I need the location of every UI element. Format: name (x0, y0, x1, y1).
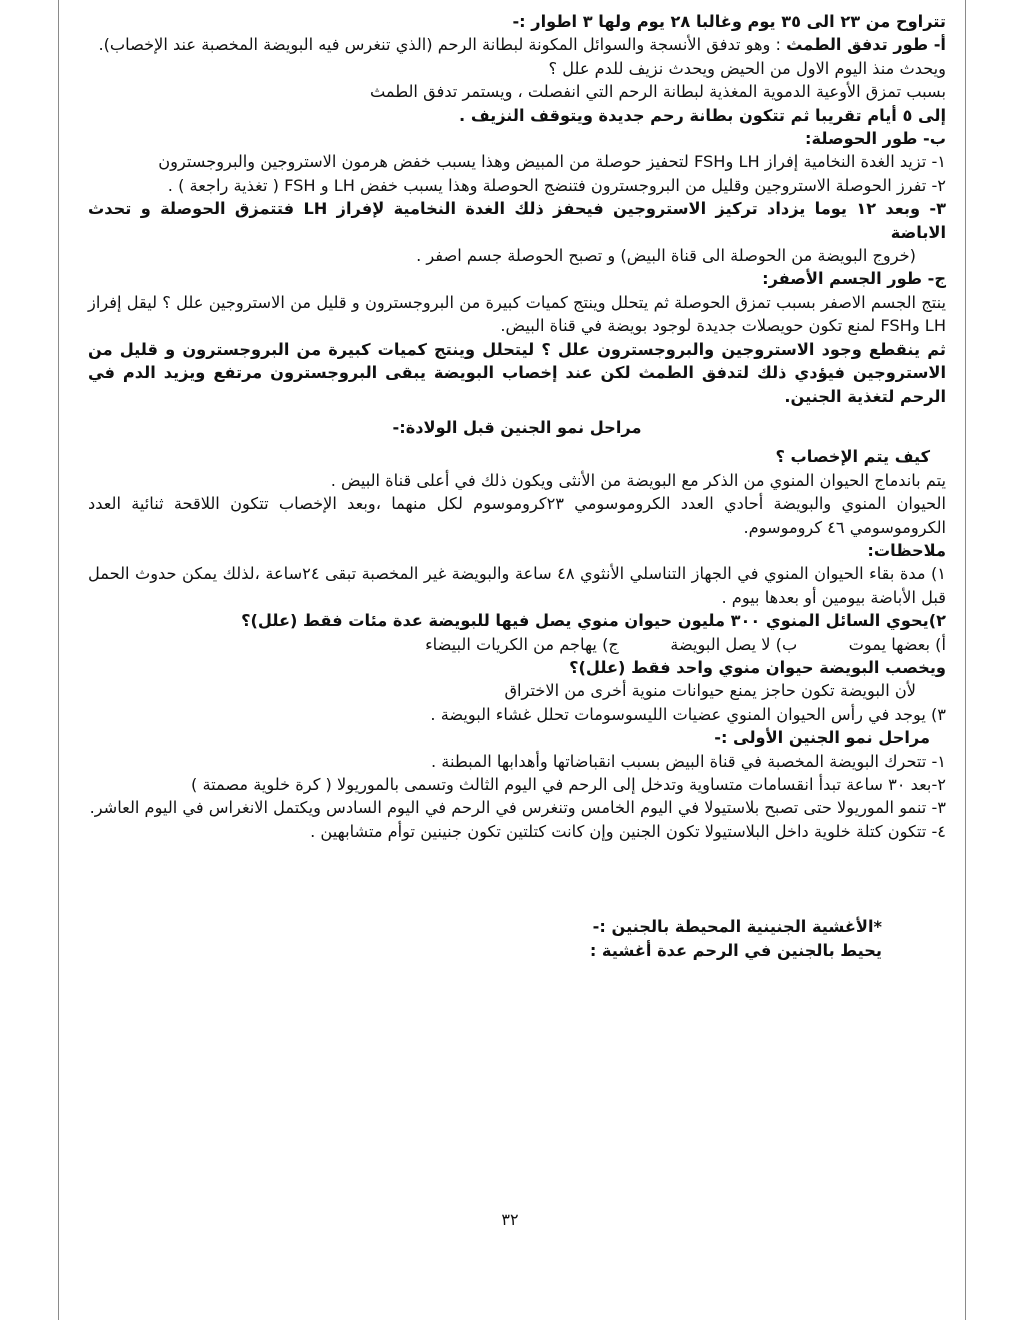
note-item: ١) مدة بقاء الحيوان المنوي في الجهاز التناسلي الأنثوي ٤٨ ساعة والبويضة غير المخصبة تبقى ٢٤ساعة ،لذلك يمكن حدوث الحمل قبل الأباضة بيومين أو بعدها بيوم . (88, 564, 946, 607)
paragraph: الحيوان المنوي والبويضة أحادي العدد الكروموسومي ٢٣كروموسوم لكل منهما ،وبعد الإخصاب تتكون اللاقحة ثنائية العدد الكروموسومي ٤٦ كروموسوم. (88, 494, 946, 537)
corpus-luteum-heading: ج- طور الجسم الأصفر: (762, 269, 946, 289)
menstrual-phase-text: : وهو تدفق الأنسجة والسوائل المكونة لبطانة الرحم (الذي تنغرس فيه البويضة المخصبة عند الإخصاب). (98, 35, 781, 55)
intro-line: تتراوح من ٢٣ الى ٣٥ يوم وغالبا ٢٨ يوم ولها ٣ اطوار :- (512, 12, 946, 31)
text-line: ويحدث منذ اليوم الاول من الحيض ويحدث نزيف للدم علل ؟ (548, 58, 946, 78)
list-item: ١- تزيد الغدة النخامية إفراز LH وFSH لتحفيز حوصلة من المبيض وهذا يسبب خفض هرمون الاستروجين والبروجسترون (158, 152, 946, 172)
paragraph: ينتج الجسم الاصفر بسبب تمزق الحوصلة ثم يتحلل وينتج كميات كبيرة من البروجسترون و قليل من الاستروجين علل ؟ ليقل إفراز LH وFSH لمنع تكون حويصلات جديدة لوجود بويضة في قناة البيض. (88, 292, 946, 336)
menstrual-phase-paragraph (88, 33, 946, 56)
list-item: ٣- تنمو الموريولا حتى تصبح بلاستيولا في اليوم الخامس وتنغرس في الرحم في اليوم السادس ويكتمل الانغراس في اليوم العاشر. (89, 798, 946, 818)
fertilization-question: كيف يتم الإخصاب ؟ (775, 447, 930, 467)
list-item: ٢-بعد ٣٠ ساعة تبدأ انقسامات متساوية وتدخل إلى الرحم في اليوم الثالث وتسمى بالموريولا ( كرة خلوية مصمتة ) (191, 775, 946, 794)
notes-heading: ملاحظات: (867, 540, 946, 560)
membranes-heading: *الأغشية الجنينية المحيطة بالجنين :- (592, 917, 882, 937)
membranes-intro: يحيط بالجنين في الرحم عدة أغشية : (589, 940, 882, 960)
document-body (88, 10, 946, 962)
text-line: ويخصب البويضة حيوان منوي واحد فقط (علل)؟ (569, 657, 946, 677)
note-item: ٢)يحوي السائل المنوي ٣٠٠ مليون حيوان منوي يصل فيها للبويضة عدة مئات فقط (علل)؟ (241, 611, 946, 631)
spacer (88, 843, 946, 915)
section-title-prenatal: مراحل نمو الجنين قبل الولادة:- (392, 417, 642, 437)
page-number: ٣٢ (501, 1210, 519, 1229)
text-line: بسبب تمزق الأوعية الدموية المغذية لبطانة الرحم التي انفصلت ، ويستمر تدفق الطمث (369, 82, 946, 102)
list-item: ٢- تفرز الحوصلة الاستروجين وقليل من البروجسترون فتنضج الحوصلة وهذا يسبب خفض LH و FSH ( تغذية راجعة ) . (167, 175, 946, 195)
text-line: يتم باندماج الحيوان المنوي من الذكر مع البويضة من الأنثى ويكون ذلك في أعلى قناة البيض . (330, 470, 946, 490)
early-development-heading: مراحل نمو الجنين الأولى :- (714, 728, 930, 748)
list-item: ٣- وبعد ١٢ يوما يزداد تركيز الاستروجين فيحفز ذلك الغدة النخامية لإفراز LH فتتمزق الحوصلة و تحدث الاباضة (88, 199, 947, 242)
text-line: (خروج البويضة من الحوصلة الى قناة البيض) و تصبح الحوصلة جسم اصفر . (416, 246, 916, 266)
text-line: لأن البويضة تكون حاجز يمنع حيوانات منوية أخرى من الاختراق (504, 681, 916, 701)
follicular-phase-heading: ب- طور الحوصلة: (805, 129, 946, 149)
note-item: ٣) يوجد في رأس الحيوان المنوي عضيات الليسوسومات تحلل غشاء البويضة . (430, 704, 946, 724)
menstrual-phase-heading: أ- طور تدفق الطمث (786, 35, 946, 55)
text-line: إلى ٥ أيام تقريبا ثم تتكون بطانة رحم جديدة ويتوقف النزيف . (459, 105, 946, 125)
list-item: ١- تتحرك البويضة المخصبة في قناة البيض بسبب انقباضاتها وأهدابها المبطنة . (430, 751, 946, 771)
options-line: أ) بعضها يموت ب) لا يصل البويضة ج) يهاجم من الكريات البيضاء (425, 634, 946, 654)
list-item: ٤- تتكون كتلة خلوية داخل البلاستيولا تكون الجنين وإن كانت كتلتين تكون جنينين توأم متشابهين . (310, 821, 946, 841)
paragraph: ثم ينقطع وجود الاستروجين والبروجسترون علل ؟ ليتحلل وينتج كميات كبيرة من البروجسترون و قليل من الاستروجين فيؤدي ذلك لتدفق الطمث لكن عند إخصاب البويضة يبقى البروجسترون مرتفع ويزيد الدم في الرحم لتغذية الجنين. (88, 339, 946, 406)
